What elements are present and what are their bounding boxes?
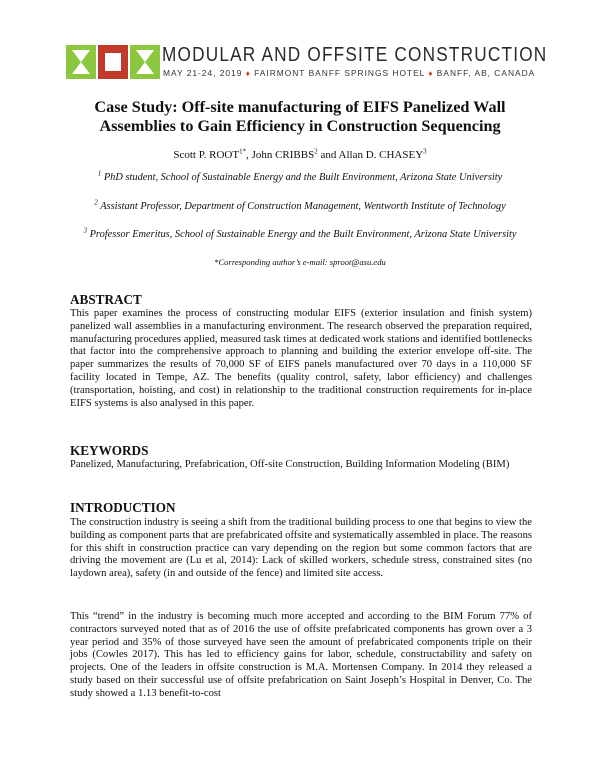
keywords-heading: KEYWORDS: [70, 443, 149, 458]
author-2: , John CRIBBS: [246, 149, 315, 161]
paper-title-line1: Case Study: Off-site manufacturing of EIFS Panelized Wall: [94, 98, 506, 116]
conference-subtitle: [163, 68, 535, 78]
affiliation-1-mark: 1: [97, 169, 102, 178]
affiliation-2: [80, 198, 520, 214]
abstract-heading: ABSTRACT: [70, 292, 142, 307]
paper-title: [60, 98, 540, 136]
author-1: Scott P. ROOT: [173, 149, 240, 161]
conference-date: MAY 21-24, 2019: [163, 68, 243, 78]
conference-venue: FAIRMONT BANFF SPRINGS HOTEL: [254, 68, 426, 78]
conference-location: BANFF, AB, CANADA: [436, 68, 536, 78]
affiliation-2-text: Assistant Professor, Department of Construction Management, Wentworth Institute of Technology: [100, 201, 506, 212]
conference-title: MODULAR AND OFFSITE CONSTRUCTION: [162, 44, 548, 66]
introduction-paragraph-1: The construction industry is seeing a shift from the traditional building process to one that begins to view the building as component parts that are prefabricated offsite and systematically assembled in place. The reasons for this shift in construction practice can vary depending on the region but some common factors that are driving the movement are (Lu et al, 2014): Lack of skilled workers, schedule stress, constrained sites (no laydown area), safety (in and outside of the fence) and limited site access.: [70, 517, 532, 580]
author-list: [60, 149, 540, 161]
conference-banner: [64, 44, 548, 80]
conference-logo: [64, 44, 162, 80]
maple-leaf-icon: ♦: [245, 69, 251, 78]
affiliation-1-text: PhD student, School of Sustainable Energy and the Built Environment, Arizona State University: [103, 172, 503, 183]
affiliation-3-text: Professor Emeritus, School of Sustainable Energy and the Built Environment, Arizona State University: [89, 229, 517, 240]
keywords-text: Panelized, Manufacturing, Prefabrication, Off-site Construction, Building Information Modeling (BIM): [70, 459, 510, 470]
affiliation-3: [80, 226, 520, 242]
author-3-mark: 3: [423, 147, 427, 156]
corresponding-author: *Corresponding author’s e-mail: sproot@asu.edu: [214, 257, 386, 267]
author-2-mark: 2: [314, 147, 318, 156]
maple-leaf-icon: ♦: [428, 69, 434, 78]
introduction-paragraph-2: This “trend” in the industry is becoming much more accepted and according to the BIM Forum 77% of contractors surveyed noted that as of 2016 the use of offsite prefabricated components has grown over a 3 year period and 35% of those surveyed have seen the amount of prefabricated components triple on their jobs (Cowles 2017). This has led to efficiency gains for labor, schedule, constructability and safety on projects. One of the leaders in offsite construction is M.A. Mortensen Company. In 2014 they released a study based on their successful use of offsite prefabrication on Saint Joseph’s Hospital in Denver, Co. The study showed a 1.13 benefit-to-cost: [70, 611, 532, 699]
abstract-text: This paper examines the process of constructing modular EIFS (exterior insulation and finish system) panelized wall assemblies in a manufacturing environment. The research observed the preparation required, manufacturing procedures applied, measured task times at dedicated work stations and identified bottlenecks that factor into the comprehensive approach to planning and building the exterior envelope off-site. The paper summarizes the results of 70,000 SF of EIFS panels manufactured over 70 days in a 110,000 SF facility located in Tempe, AZ. The benefits (quality control, safety, labor efficiency) and challenges (transportation, hoisting, and cost) in relationship to the traditional construction requirements for in-place EIFS systems is also analysed in this paper.: [70, 308, 532, 409]
introduction-heading: INTRODUCTION: [70, 500, 176, 515]
paper-title-line2: Assemblies to Gain Efficiency in Construction Sequencing: [99, 117, 501, 135]
affiliation-1: [80, 169, 520, 185]
author-3: and Allan D. CHASEY: [317, 149, 424, 161]
author-1-mark: 1*: [239, 147, 247, 156]
affiliation-3-mark: 3: [83, 226, 87, 235]
affiliation-2-mark: 2: [94, 198, 98, 207]
